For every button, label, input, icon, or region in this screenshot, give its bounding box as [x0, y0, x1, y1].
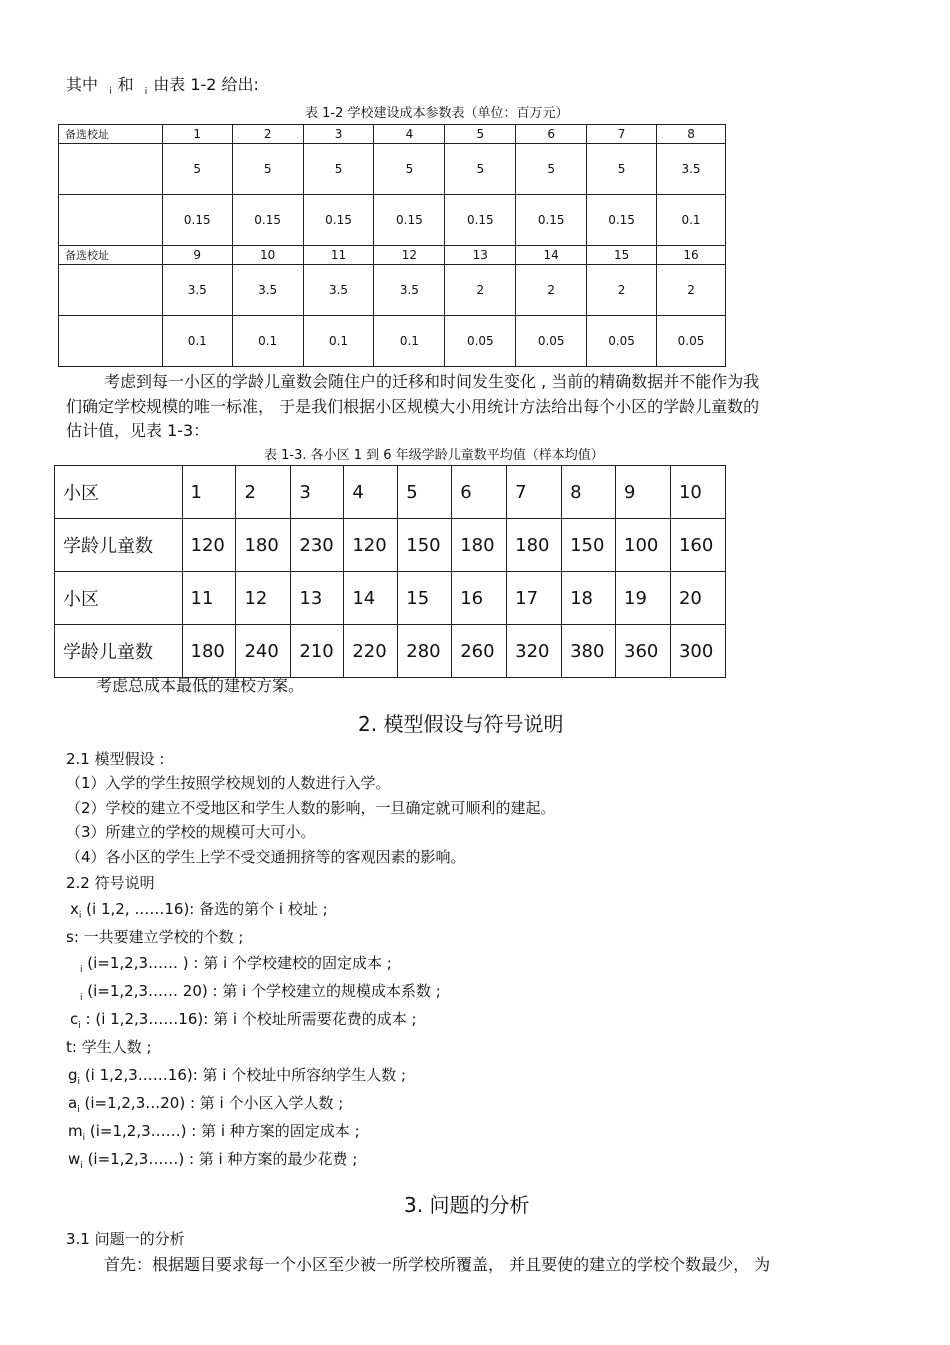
table-cell: 320	[507, 625, 562, 678]
symbol-name: g	[68, 1066, 78, 1084]
site-header-row	[59, 125, 726, 144]
table-cell: 11	[182, 572, 236, 625]
table-cell: 150	[562, 519, 616, 572]
table-cell: 2	[445, 265, 516, 316]
row-label-cell: 小区	[55, 466, 183, 519]
table2-caption: 表 1-3. 各小区 1 到 6 年级学龄儿童数平均值（样本均值）	[264, 448, 604, 463]
intro-line	[66, 72, 259, 95]
symbol-description: : 学生人数 ;	[71, 1038, 152, 1056]
table-cell: 7	[587, 125, 657, 144]
table-cell: 210	[291, 625, 344, 678]
table-cell: 14	[344, 572, 398, 625]
assumption-4: （4）各小区的学生上学不受交通拥挤等的客观因素的影响。	[66, 848, 466, 866]
symbol-item	[68, 1092, 343, 1113]
table-cell: 6	[452, 466, 507, 519]
intro-sub1: i	[109, 87, 112, 97]
table-cell: 5	[303, 144, 374, 195]
table-cell: 260	[452, 625, 507, 678]
table-cell: 360	[616, 625, 671, 678]
symbol-description: (i=1,2,3……) : 第 i 种方案的固定成本 ;	[85, 1122, 360, 1140]
row-label-cell: 备选校址	[59, 246, 163, 265]
table-cell: 3.5	[657, 144, 726, 195]
table-cell: 1	[182, 466, 236, 519]
symbol-name: c	[70, 1010, 79, 1028]
table-cell: 7	[507, 466, 562, 519]
table-cell: 0.15	[587, 195, 657, 246]
intro-sub2: i	[144, 87, 148, 97]
section3-para: 首先：根据题目要求每一个小区至少被一所学校所覆盖， 并且要使的建立的学校个数最少， 为	[104, 1255, 771, 1274]
table-cell: 220	[344, 625, 398, 678]
symbol-name: t	[66, 1038, 72, 1056]
table-cell: 0.1	[303, 316, 374, 367]
table-cell: 13	[445, 246, 516, 265]
table-cell: 5	[445, 144, 516, 195]
table-row	[55, 466, 726, 519]
table-cell: 2	[657, 265, 726, 316]
table-cell: 11	[303, 246, 374, 265]
symbol-item	[70, 898, 328, 919]
table-cell: 2	[516, 265, 587, 316]
table-cell: 0.05	[445, 316, 516, 367]
symbol-description: (i 1,2,3……16): 第 i 个校址中所容纳学生人数 ;	[80, 1066, 407, 1084]
table-cell: 14	[516, 246, 587, 265]
section2-title: 2. 模型假设与符号说明	[358, 712, 564, 736]
table-cell: 180	[507, 519, 562, 572]
site-header-row	[59, 246, 726, 265]
symbol-subscript: i	[78, 1021, 81, 1031]
table-cell: 17	[507, 572, 562, 625]
row-label-cell: 学龄儿童数	[55, 625, 183, 678]
table-cell: 120	[344, 519, 398, 572]
symbol-item	[68, 1120, 360, 1141]
table-cell: 15	[587, 246, 657, 265]
symbol-description: (i=1,2,3……) : 第 i 种方案的最少花费 ;	[82, 1150, 358, 1168]
para1-line2: 们确定学校规模的唯一标准， 于是我们根据小区规模大小用统计方法给出每个小区的学龄儿童数的	[66, 397, 760, 416]
table1-caption: 表 1-2 学校建设成本参数表（单位：百万元）	[305, 106, 569, 121]
table-row	[55, 519, 726, 572]
symbol-description: (i 1,2, ……16): 备选的第个 i 校址 ;	[81, 900, 328, 918]
fixed-cost-row	[59, 265, 726, 316]
table-cell: 0.15	[374, 195, 445, 246]
symbol-subscript: i	[80, 993, 83, 1003]
section2-sub2: 2.2 符号说明	[66, 874, 155, 892]
intro-mid: 和	[117, 75, 134, 94]
table-cell: 4	[374, 125, 445, 144]
scale-coef-row	[59, 316, 726, 367]
section2-sub1: 2.1 模型假设 :	[66, 750, 165, 768]
table-cell: 8	[562, 466, 616, 519]
symbol-subscript: i	[78, 911, 82, 921]
table-cell: 10	[232, 246, 303, 265]
table-cell: 0.05	[587, 316, 657, 367]
symbol-item	[68, 1064, 406, 1085]
symbol-subscript: i	[80, 1161, 83, 1171]
table-cell: 1	[162, 125, 232, 144]
row-label-cell: 学龄儿童数	[55, 519, 183, 572]
symbol-description: : (i 1,2,3……16): 第 i 个校址所需要花费的成本 ;	[80, 1010, 417, 1028]
table-cell: 5	[162, 144, 232, 195]
table-cell: 0.15	[303, 195, 374, 246]
table-cell: 0.15	[162, 195, 232, 246]
symbol-item	[80, 952, 392, 973]
section3-title: 3. 问题的分析	[404, 1193, 530, 1217]
symbol-name: w	[68, 1150, 81, 1168]
symbol-item	[68, 1148, 357, 1169]
assumption-3: （3）所建立的学校的规模可大可小。	[66, 823, 316, 841]
table-cell: 0.15	[232, 195, 303, 246]
table-cell: 230	[291, 519, 344, 572]
table-cell: 5	[587, 144, 657, 195]
row-label-cell	[59, 195, 163, 246]
table-cell: 10	[670, 466, 725, 519]
table-cell: 180	[182, 625, 236, 678]
table-cell: 0.15	[445, 195, 516, 246]
symbol-item	[66, 926, 243, 947]
table-cell: 5	[445, 125, 516, 144]
cost-parameter-table	[58, 124, 726, 367]
table-cell: 16	[452, 572, 507, 625]
fixed-cost-row	[59, 144, 726, 195]
table-cell: 6	[516, 125, 587, 144]
symbol-item	[70, 1008, 417, 1029]
table-cell: 15	[398, 572, 452, 625]
table-cell: 12	[374, 246, 445, 265]
table-row	[55, 625, 726, 678]
table-cell: 0.15	[516, 195, 587, 246]
intro-prefix: 其中	[66, 75, 99, 94]
symbol-item	[66, 1036, 152, 1057]
symbol-name: x	[70, 900, 79, 918]
table-cell: 9	[162, 246, 232, 265]
symbol-description: : 一共要建立学校的个数 ;	[73, 928, 244, 946]
symbol-subscript: i	[77, 1077, 81, 1087]
table-cell: 180	[236, 519, 291, 572]
table-cell: 3.5	[374, 265, 445, 316]
table-cell: 4	[344, 466, 398, 519]
table-cell: 380	[562, 625, 616, 678]
table-cell: 0.05	[516, 316, 587, 367]
table-cell: 3.5	[162, 265, 232, 316]
table-cell: 9	[616, 466, 671, 519]
row-label-cell: 小区	[55, 572, 183, 625]
symbol-description: (i=1,2,3…20) : 第 i 个小区入学人数 ;	[79, 1094, 344, 1112]
table-cell: 3.5	[232, 265, 303, 316]
symbol-description: (i=1,2,3…… 20) : 第 i 个学校建立的规模成本系数 ;	[82, 982, 441, 1000]
table-cell: 12	[236, 572, 291, 625]
table-cell: 18	[562, 572, 616, 625]
symbol-description: (i=1,2,3…… ) : 第 i 个学校建校的固定成本 ;	[82, 954, 392, 972]
table-cell: 5	[374, 144, 445, 195]
table-row	[55, 572, 726, 625]
table-cell: 3.5	[303, 265, 374, 316]
assumption-1: （1）入学的学生按照学校规划的人数进行入学。	[66, 774, 391, 792]
table-cell: 0.1	[657, 195, 726, 246]
table-cell: 150	[398, 519, 452, 572]
table-cell: 19	[616, 572, 671, 625]
table-cell: 3	[291, 466, 344, 519]
symbol-item	[80, 980, 441, 1001]
symbol-name: s	[66, 928, 74, 946]
children-count-table	[54, 465, 726, 678]
symbol-name: a	[68, 1094, 78, 1112]
assumption-2: （2）学校的建立不受地区和学生人数的影响，一旦确定就可顺利的建起。	[66, 799, 556, 817]
table-cell: 8	[657, 125, 726, 144]
table-cell: 13	[291, 572, 344, 625]
table-cell: 0.1	[374, 316, 445, 367]
symbol-subscript: i	[82, 1133, 86, 1143]
table-cell: 100	[616, 519, 671, 572]
row-label-cell: 备选校址	[59, 125, 163, 144]
table-cell: 2	[236, 466, 291, 519]
symbol-subscript: i	[80, 965, 83, 975]
para1-line1: 考虑到每一小区的学龄儿童数会随住户的迁移和时间发生变化 , 当前的精确数据并不能作为我	[104, 372, 760, 391]
table-cell: 5	[516, 144, 587, 195]
row-label-cell	[59, 265, 163, 316]
table-cell: 180	[452, 519, 507, 572]
table-cell: 3	[303, 125, 374, 144]
row-label-cell	[59, 144, 163, 195]
table-cell: 5	[232, 144, 303, 195]
para1-line3: 估计值，见表 1-3：	[66, 421, 210, 440]
para2: 考虑总成本最低的建校方案。	[96, 676, 305, 695]
intro-suffix: 由表 1-2 给出:	[153, 75, 259, 94]
table-cell: 2	[232, 125, 303, 144]
section3-sub1: 3.1 问题一的分析	[66, 1230, 185, 1248]
table-cell: 280	[398, 625, 452, 678]
table-cell: 160	[670, 519, 725, 572]
symbol-subscript: i	[77, 1105, 80, 1115]
row-label-cell	[59, 316, 163, 367]
table-cell: 2	[587, 265, 657, 316]
table-cell: 0.1	[162, 316, 232, 367]
scale-coef-row	[59, 195, 726, 246]
symbol-name: m	[68, 1122, 83, 1140]
table-cell: 0.05	[657, 316, 726, 367]
table-cell: 120	[182, 519, 236, 572]
table-cell: 240	[236, 625, 291, 678]
table-cell: 0.1	[232, 316, 303, 367]
table-cell: 16	[657, 246, 726, 265]
table-cell: 20	[670, 572, 725, 625]
table-cell: 300	[670, 625, 725, 678]
table-cell: 5	[398, 466, 452, 519]
